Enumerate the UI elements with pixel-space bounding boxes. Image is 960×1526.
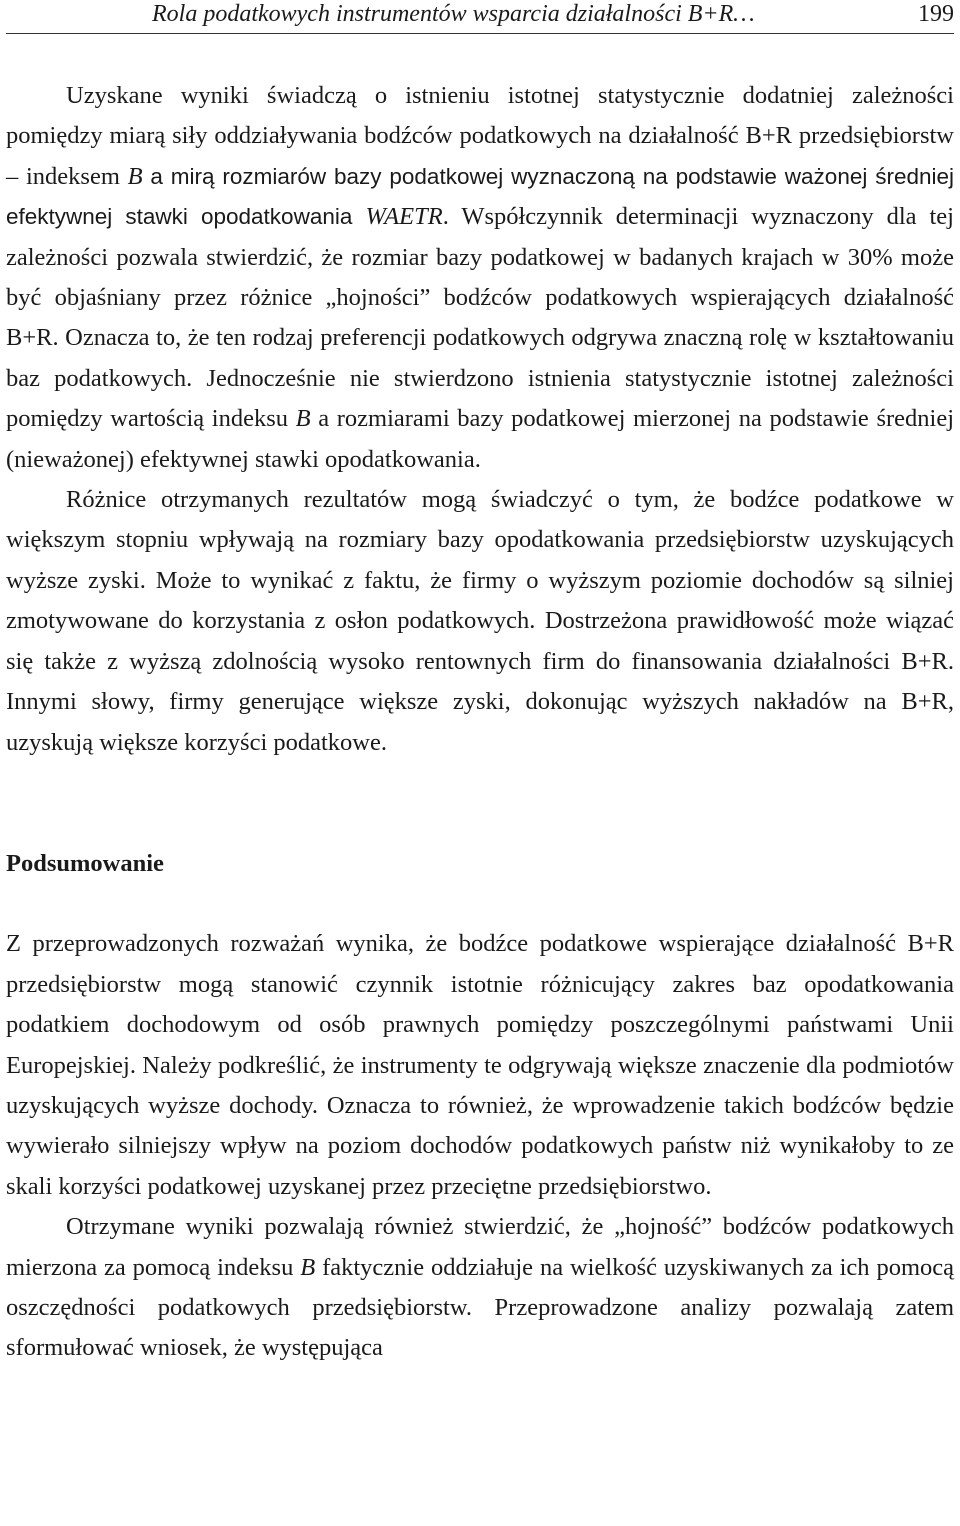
p4-index-b: B (300, 1253, 316, 1281)
section-spacer (6, 763, 954, 844)
p1-waetr: WAETR (365, 203, 443, 231)
running-title: Rola podatkowych instrumentów wsparcia działalności B+R… (152, 1, 755, 27)
paragraph-4 (6, 1207, 954, 1369)
p1-index-b: B (127, 162, 143, 190)
p4-text-a: Otrzymane wyniki pozwalają również stwierdzić, że „hojność” bodźców podatkowych mierzona za pomocą indeksu (6, 1213, 954, 1281)
p1-text-e: . Współczynnik determinacji wyznaczony dla tej zależności pozwala stwierdzić, że rozmiar bazy podatkowej w badanych krajach w 30% może być objaśniany przez różnice „hojności” bodźców podatkowych wspierających działalność B+R. Oznacza to, że ten rodzaj preferencji podatkowych odgrywa znaczną rolę w kształtowaniu baz podatkowych. Jednocześnie nie stwierdzono istnienia statystycznie istotnej zależności pomiędzy wartością indeksu (6, 203, 954, 433)
p1-index-b-2: B (295, 405, 311, 433)
running-header (6, 0, 954, 34)
paragraph-3: Z przeprowadzonych rozważań wynika, że bodźce podatkowe wspierające działalność B+R przedsiębiorstw mogą stanowić czynnik istotnie różnicujący zakres baz opodatkowania podatkiem dochodowym od osób prawnych pomiędzy poszczególnymi państwami Unii Europejskiej. Należy podkreślić, że instrumenty te odgrywają większe znaczenie dla podmiotów uzyskujących wyższe dochody. Oznacza to również, że wprowadzenie takich bodźców będzie wywierało silniejszy wpływ na poziom dochodów podatkowych państw niż wynikałoby to ze skali korzyści podatkowej uzyskanej przez przeciętne przedsiębiorstwo. (6, 930, 954, 1200)
page-number: 199 (918, 1, 954, 27)
paragraph-1 (6, 76, 954, 480)
heading-spacer (6, 884, 954, 924)
p1-text-a: Uzyskane wyniki świadczą o istnieniu istotnej statystycznie dodatniej zależności pomiędzy miarą siły oddziaływania bodźców podatkowych na działalność B+R przedsiębiorstw – indeksem (6, 82, 954, 190)
p4-text-c: faktycznie oddziałuje na wielkość uzyskiwanych za ich pomocą oszczędności podatkowych przedsiębiorstw. Przeprowadzone analizy pozwalają zatem sformułować wniosek, że występująca (6, 1253, 954, 1362)
paragraph-2: Różnice otrzymanych rezultatów mogą świadczyć o tym, że bodźce podatkowe w większym stopniu wpływają na rozmiary bazy opodatkowania przedsiębiorstw uzyskujących wyższe zyski. Może to wynikać z faktu, że firmy o wyższym poziomie dochodów są silniej zmotywowane do korzystania z osłon podatkowych. Dostrzeżona prawidłowość może wiązać się także z wyższą zdolnością wysoko rentownych firm do finansowania działalności B+R. Innymi słowy, firmy generujące większe zyski, dokonując wyższych nakładów na B+R, uzyskują większe korzyści podatkowe. (6, 486, 954, 756)
section-heading: Podsumowanie (6, 849, 164, 877)
p1-text-c: a mirą rozmiarów bazy podatkowej wyznaczoną na podstawie ważonej średniej efektywnej stawki opodatkowania (6, 163, 954, 230)
page-body (6, 76, 954, 1369)
p1-text-g: a rozmiarami bazy podatkowej mierzonej na podstawie średniej (nieważonej) efektywnej stawki opodatkowania. (6, 405, 955, 473)
